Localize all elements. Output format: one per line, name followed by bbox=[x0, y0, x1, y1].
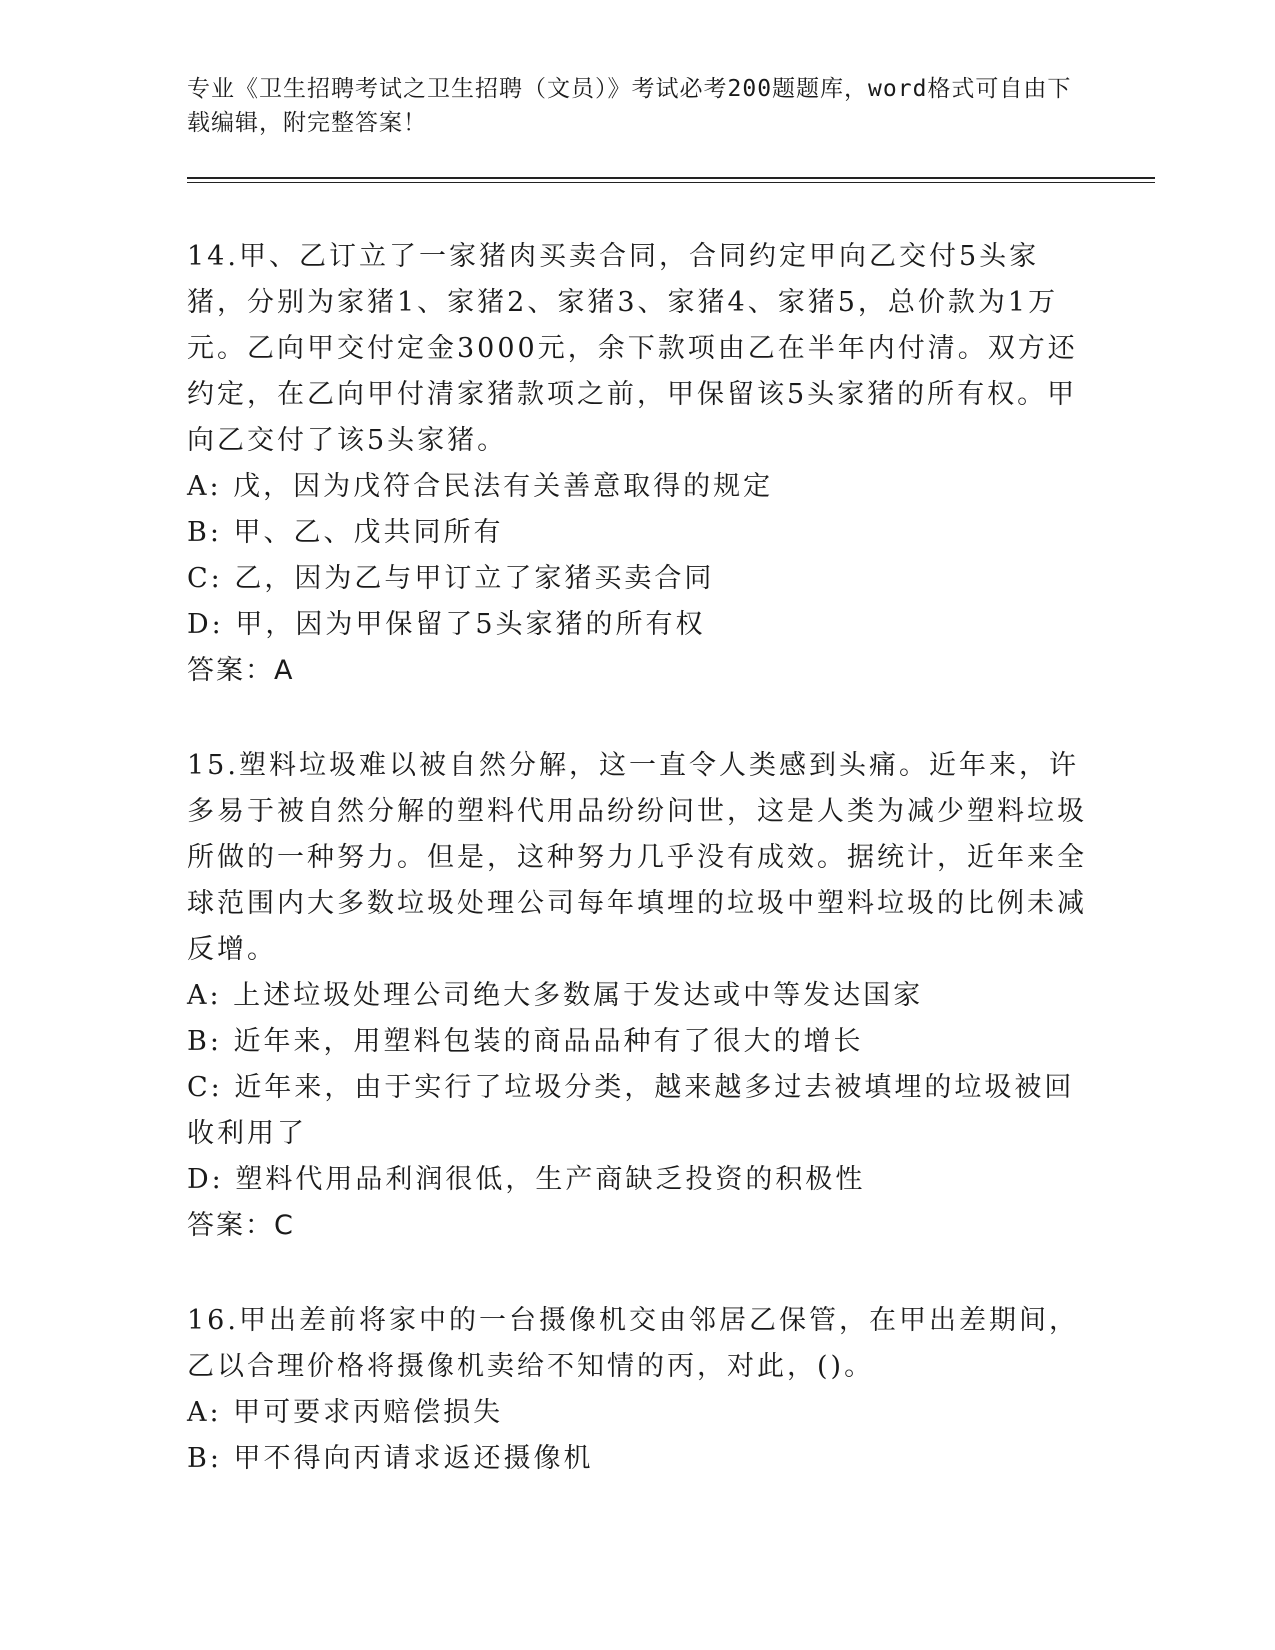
option-a: A: 戊，因为戊符合民法有关善意取得的规定 bbox=[187, 471, 774, 502]
option-b: B: 甲、乙、戊共同所有 bbox=[187, 517, 504, 548]
question-stem: 14.甲、乙订立了一家猪肉买卖合同，合同约定甲向乙交付5头家猪，分别为家猪1、家猪2、家猪3、家猪4、家猪5，总价款为1万元。乙向甲交付定金3000元，余下款项由乙在半年内付清。双方还约定，在乙向甲付清家猪款项之前，甲保留该5头家猪的所有权。甲向乙交付了该5头家猪。 bbox=[187, 241, 1078, 456]
question-stem: 15.塑料垃圾难以被自然分解，这一直令人类感到头痛。近年来，许多易于被自然分解的塑料代用品纷纷问世，这是人类为减少塑料垃圾所做的一种努力。但是，这种努力几乎没有成效。据统计，近年来全球范围内大多数垃圾处理公司每年填埋的垃圾中塑料垃圾的比例未减反增。 bbox=[187, 750, 1087, 965]
option-c: C: 近年来，由于实行了垃圾分类，越来越多过去被填埋的垃圾被回收利用了 bbox=[187, 1072, 1075, 1149]
option-a: A: 上述垃圾处理公司绝大多数属于发达或中等发达国家 bbox=[187, 980, 924, 1011]
question-16 bbox=[187, 1298, 1087, 1482]
answer-line: 答案：A bbox=[187, 655, 295, 686]
question-list bbox=[187, 234, 1087, 1531]
option-d: D: 塑料代用品利润很低，生产商缺乏投资的积极性 bbox=[187, 1164, 866, 1195]
header-divider-thick bbox=[187, 177, 1155, 179]
option-b: B: 近年来，用塑料包装的商品品种有了很大的增长 bbox=[187, 1026, 864, 1057]
question-14 bbox=[187, 234, 1087, 694]
option-c: C: 乙，因为乙与甲订立了家猪买卖合同 bbox=[187, 563, 715, 594]
option-d: D: 甲，因为甲保留了5头家猪的所有权 bbox=[187, 609, 706, 640]
option-b: B: 甲不得向丙请求返还摄像机 bbox=[187, 1443, 594, 1474]
document-header: 专业《卫生招聘考试之卫生招聘（文员）》考试必考200题题库，word格式可自由下载编辑，附完整答案！ bbox=[187, 76, 1072, 136]
question-stem: 16.甲出差前将家中的一台摄像机交由邻居乙保管，在甲出差期间，乙以合理价格将摄像机卖给不知情的丙，对此，()。 bbox=[187, 1305, 1079, 1382]
question-15 bbox=[187, 743, 1087, 1249]
header-divider-thin bbox=[187, 182, 1155, 183]
answer-line: 答案：C bbox=[187, 1210, 295, 1241]
option-a: A: 甲可要求丙赔偿损失 bbox=[187, 1397, 504, 1428]
